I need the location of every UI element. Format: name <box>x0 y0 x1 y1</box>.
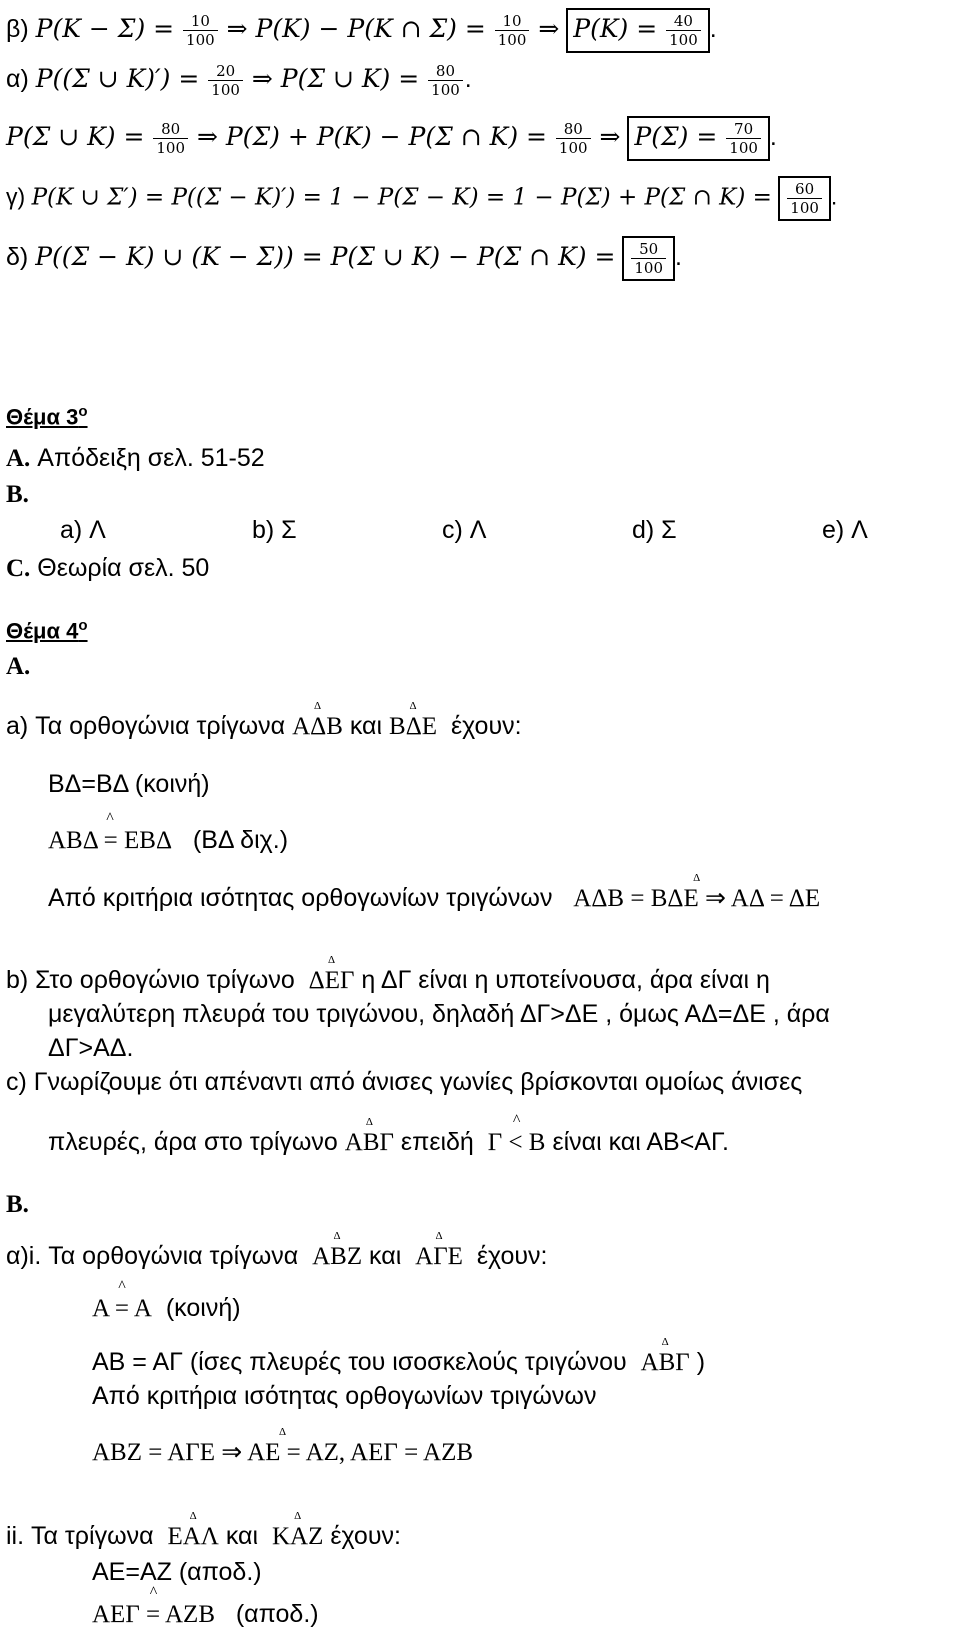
implies-arrow: ⇒ <box>599 122 621 152</box>
alpha-line: α) P((Σ ∪ K)′) = $\frac{20}{100}$ ⇒ P(Σ ∪ K) = $\frac{80}{100}$ . <box>6 62 472 99</box>
equation: ⇒ P(K) − P(K ∩ Σ) = <box>226 14 486 44</box>
part-label: C. <box>6 555 31 582</box>
item-label: δ) <box>6 243 29 272</box>
equation: P(K ∪ Σ′) = P((Σ − K)′) = 1 − P(Σ − K) = 1 − P(Σ) + P(Σ ∩ K) = <box>31 184 772 211</box>
part-label: A. <box>6 653 31 680</box>
part-label: A. <box>6 445 31 472</box>
theme4-b3: ΔΓ>ΑΔ. <box>48 1034 134 1062</box>
theme4-ai1: α)i. Τα ορθογώνια τρίγωνα Δ ΑΒΖ και Δ ΑΓΕ έχουν: <box>6 1244 547 1269</box>
triangle-symbol: Δ ΑΒΓ <box>641 1350 690 1375</box>
answer-item: c) Λ <box>442 516 487 544</box>
equation: P(K − Σ) = <box>35 14 175 44</box>
triangle-symbol: Δ ΑΔΒ <box>292 714 343 739</box>
theme4-ii3: ^ ΑΕΓ = ΑΖΒ (αποδ.) <box>92 1602 319 1627</box>
triangle-symbol: Δ ΑΒΖ <box>312 1244 362 1269</box>
answer-item: a) Λ <box>60 516 106 544</box>
theme4-a2: ΒΔ=ΒΔ (κοινή) <box>48 770 210 798</box>
theme4-ai4: Από κριτήρια ισότητας ορθογωνίων τριγώνων <box>92 1382 597 1410</box>
equation: P(Σ ∪ K) = <box>6 122 145 152</box>
theme4-ai3: ΑΒ = ΑΓ (ίσες πλευρές του ισοσκελούς τριγώνου Δ ΑΒΓ ) <box>92 1350 705 1375</box>
equation: ⇒ P(Σ) + P(K) − P(Σ ∩ K) = <box>196 122 547 152</box>
theme4-heading: Θέμα $4^o$ <box>6 617 88 644</box>
boxed-result: P(K) = $\frac{40}{100}$ <box>566 8 710 53</box>
theme3-b <box>6 482 29 507</box>
fraction: $\frac{10}{100}$ <box>495 12 530 49</box>
answer-item: b) Σ <box>252 516 297 544</box>
triangle-symbol: Δ ΒΔΕ <box>389 714 437 739</box>
fraction: $\frac{20}{100}$ <box>208 62 243 99</box>
theme4-ii2: ΑΕ=ΑΖ (αποδ.) <box>92 1558 262 1586</box>
fraction: $\frac{80}{100}$ <box>556 120 591 157</box>
theme4-ii1: ii. Τα τρίγωνα Δ ΕΑΛ και Δ ΚΑΖ έχουν: <box>6 1524 401 1549</box>
theme4-a4: Από κριτήρια ισότητας ορθογωνίων τριγώνων Δ ΑΔΒ = ΒΔΕ ⇒ ΑΔ = ΔΕ <box>48 886 820 911</box>
part-text: Απόδειξη σελ. 51-52 <box>37 444 265 472</box>
answer-item: e) Λ <box>822 516 868 544</box>
boxed-result: P(Σ) = $\frac{70}{100}$ <box>627 116 770 161</box>
delta-line: δ) P((Σ − K) ∪ (K − Σ)) = P(Σ ∪ K) − P(Σ ∩ K) = $\frac{50}{100}$ . <box>6 236 682 281</box>
gamma-line: γ) P(K ∪ Σ′) = P((Σ − K)′) = 1 − P(Σ − K) = 1 − P(Σ) + P(Σ ∩ K) = $\frac{60}{100}$ . <box>6 176 837 221</box>
part-text: Θεωρία σελ. 50 <box>37 554 210 582</box>
theme3-c <box>6 556 209 581</box>
triangle-symbol: Δ ΑΓΕ <box>415 1244 463 1269</box>
implies-arrow: ⇒ <box>538 14 560 44</box>
triangle-symbol: Δ ΕΑΛ <box>167 1524 218 1549</box>
union-line: P(Σ ∪ K) = $\frac{80}{100}$ ⇒ P(Σ) + P(K) − P(Σ ∩ K) = $\frac{80}{100}$ ⇒ P(Σ) = $\frac{70}{100}$ . <box>6 116 777 161</box>
angle-equation: ^ ΑΒΔ = ΕΒΔ <box>48 828 172 853</box>
item-label: α) <box>6 65 29 94</box>
angle-inequality: ^ Γ < Β <box>488 1130 546 1155</box>
theme4-a3: ^ ΑΒΔ = ΕΒΔ (ΒΔ διχ.) <box>48 828 288 853</box>
beta-line: β) P(K − Σ) = $\frac{10}{100}$ ⇒ P(K) − P(K ∩ Σ) = $\frac{10}{100}$ ⇒ P(K) = $\frac{40}{100}$ . <box>6 8 717 53</box>
item-label: γ) <box>6 183 26 210</box>
part-label: B. <box>6 1191 29 1218</box>
equation: Δ ΑΒΖ = ΑΓΕ ⇒ ΑΕ = ΑΖ, ΑΕΓ = ΑΖΒ <box>92 1440 473 1465</box>
theme4-c2: πλευρές, άρα στο τρίγωνο Δ ΑΒΓ επειδή ^ Γ < Β είναι και ΑΒ<ΑΓ. <box>48 1130 729 1155</box>
theme4-b2: μεγαλύτερη πλευρά του τριγώνου, δηλαδή ΔΓ>ΔΕ , όμως ΑΔ=ΔΕ , άρα <box>48 1000 830 1028</box>
theme4-a1: a) Τα ορθογώνια τρίγωνα Δ ΑΔΒ και Δ ΒΔΕ έχουν: <box>6 714 522 739</box>
angle-equation: ^ Α = Α <box>92 1296 152 1321</box>
answer-item: d) Σ <box>632 516 677 544</box>
equation: P((Σ − K) ∪ (K − Σ)) = P(Σ ∪ K) − P(Σ ∩ K) = <box>35 242 616 272</box>
boxed-result: $\frac{50}{100}$ <box>622 236 675 281</box>
theme4-c1: c) Γνωρίζουμε ότι απέναντι από άνισες γωνίες βρίσκονται ομοίως άνισες <box>6 1068 803 1096</box>
fraction: $\frac{80}{100}$ <box>428 62 463 99</box>
theme3-heading: Θέμα $3^o$ <box>6 403 88 430</box>
item-label: β) <box>6 15 29 44</box>
theme4-ai2: ^ Α = Α (κοινή) <box>92 1296 241 1321</box>
fraction: $\frac{80}{100}$ <box>153 120 188 157</box>
equation: P((Σ ∪ K)′) = <box>35 64 200 94</box>
part-label: B. <box>6 481 29 508</box>
theme4-ai5 <box>92 1440 473 1465</box>
equation: Δ ΑΔΒ = ΒΔΕ ⇒ ΑΔ = ΔΕ <box>573 886 820 911</box>
fraction: $\frac{10}{100}$ <box>183 12 218 49</box>
triangle-symbol: Δ ΔΕΓ <box>309 968 355 993</box>
boxed-result: $\frac{60}{100}$ <box>778 176 831 221</box>
triangle-symbol: Δ ΚΑΖ <box>272 1524 323 1549</box>
angle-equation: ^ ΑΕΓ = ΑΖΒ <box>92 1602 215 1627</box>
theme3-a <box>6 446 265 471</box>
equation: ⇒ P(Σ ∪ K) = <box>251 64 420 94</box>
triangle-symbol: Δ ΑΒΓ <box>345 1130 394 1155</box>
theme4-b1: b) Στο ορθογώνιο τρίγωνο Δ ΔΕΓ η ΔΓ είναι η υποτείνουσα, άρα είναι η <box>6 968 770 993</box>
